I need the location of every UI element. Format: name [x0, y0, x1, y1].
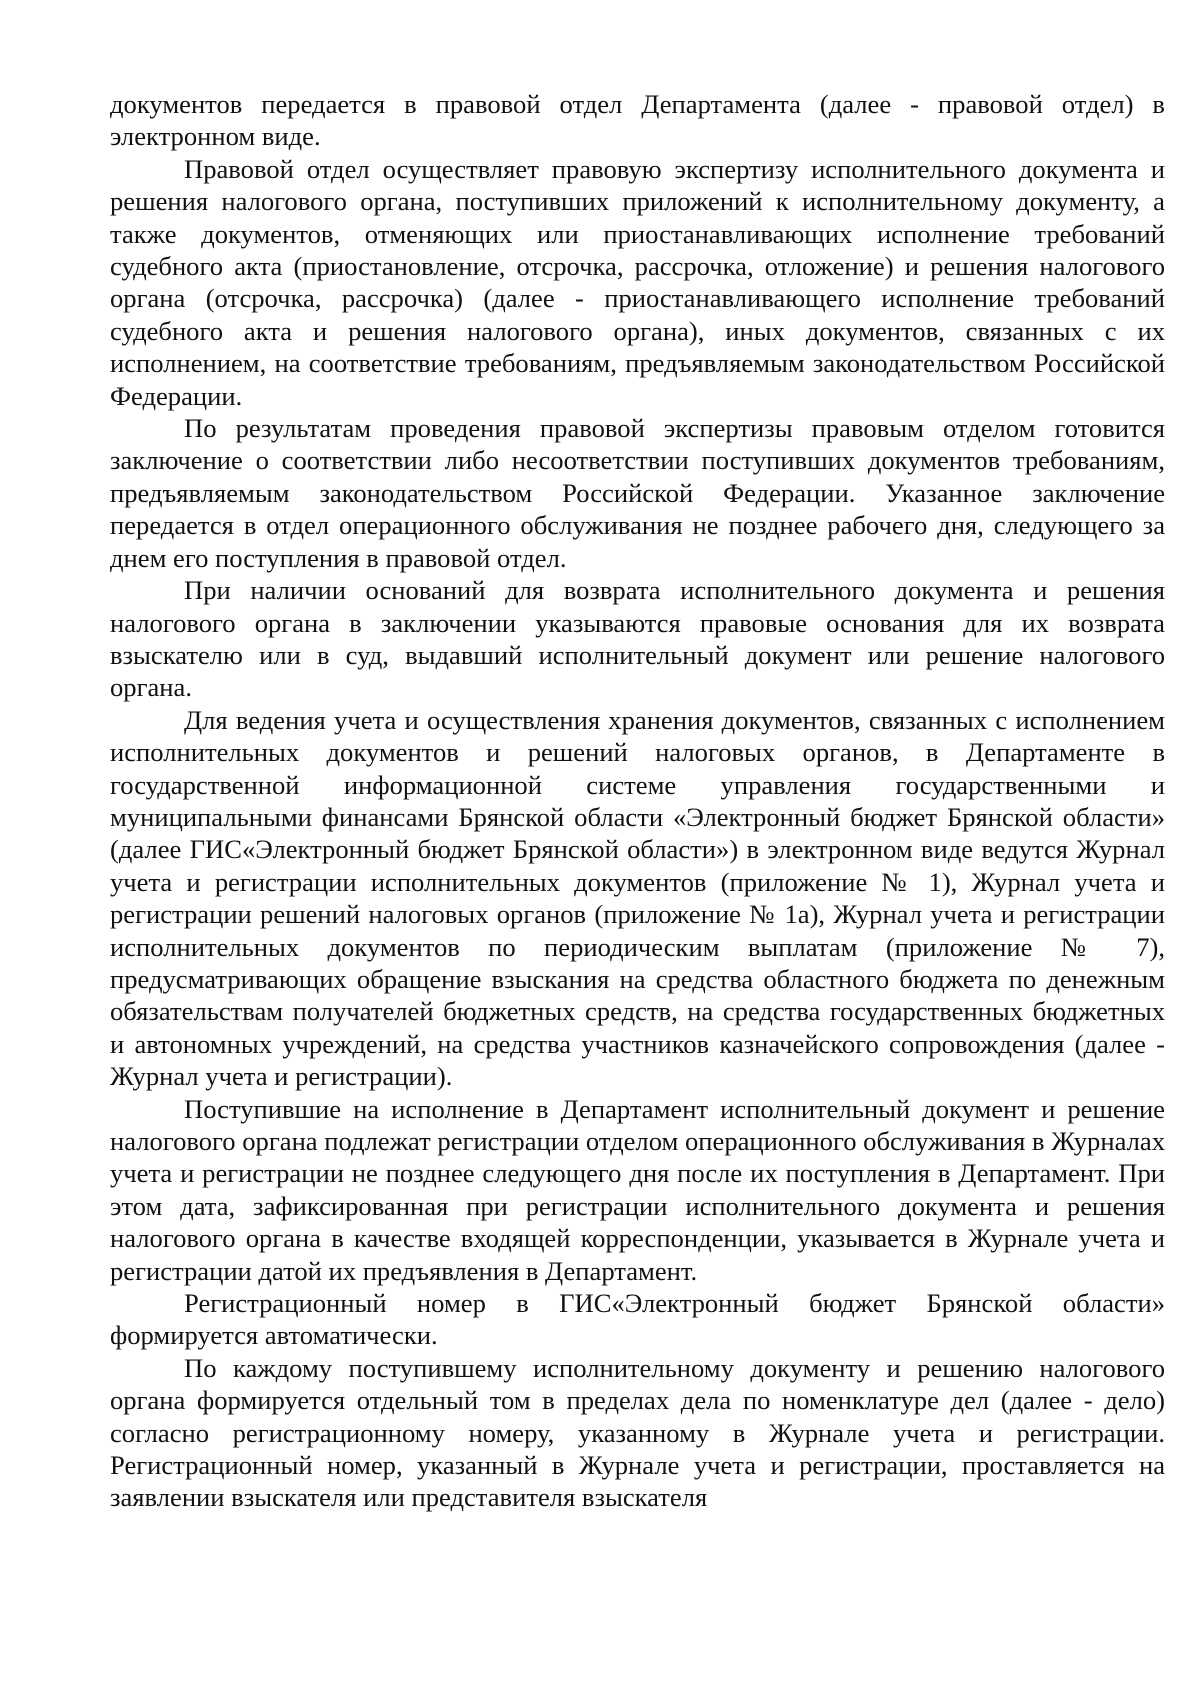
paragraph: По результатам проведения правовой экспертизы правовым отделом готовится заключение о соответствии либо несоответствии поступивших документов требованиям, предъявляемым законодательством Российской Федерации. Указанное заключение передается в отдел операционного обслуживания не позднее рабочего дня, следующего за днем его поступления в правовой отдел. [110, 413, 1165, 573]
paragraph: Для ведения учета и осуществления хранения документов, связанных с исполнением исполнительных документов и решений налоговых органов, в Департаменте в государственной информационной системе управления государственными и муниципальными финансами Брянской области «Электронный бюджет Брянской области» (далее ГИС«Электронный бюджет Брянской области») в электронном виде ведутся Журнал учета и регистрации исполнительных документов (приложение № 1), Журнал учета и регистрации решений налоговых органов (приложение № 1а), Журнал учета и регистрации исполнительных документов по периодическим выплатам (приложение № 7), предусматривающих обращение взыскания на средства областного бюджета по денежным обязательствам получателей бюджетных средств, на средства государственных бюджетных и автономных учреждений, на средства участников казначейского сопровождения (далее - Журнал учета и регистрации). [110, 704, 1165, 1092]
paragraph: По каждому поступившему исполнительному документу и решению налогового органа формируется отдельный том в пределах дела по номенклатуре дел (далее - дело) согласно регистрационному номеру, указанному в Журнале учета и регистрации. Регистрационный номер, указанный в Журнале учета и регистрации, проставляется на заявлении взыскателя или представителя взыскателя [110, 1352, 1165, 1513]
paragraph: При наличии оснований для возврата исполнительного документа и решения налогового органа в заключении указываются правовые основания для их возврата взыскателю или в суд, выдавший исполнительный документ или решение налогового органа. [110, 575, 1165, 703]
paragraph: Поступившие на исполнение в Департамент исполнительный документ и решение налогового органа подлежат регистрации отделом операционного обслуживания в Журналах учета и регистрации не позднее следующего дня после их поступления в Департамент. При этом дата, зафиксированная при регистрации исполнительного документа и решения налогового органа в качестве входящей корреспонденции, указывается в Журнале учета и регистрации датой их предъявления в Департамент. [110, 1093, 1165, 1286]
paragraph: документов передается в правовой отдел Департамента (далее - правовой отдел) в электронном виде. [110, 89, 1165, 152]
document-body [110, 88, 1165, 1514]
paragraph: Регистрационный номер в ГИС«Электронный бюджет Брянской области» формируется автоматически. [110, 1288, 1165, 1351]
paragraph: Правовой отдел осуществляет правовую экспертизу исполнительного документа и решения налогового органа, поступивших приложений к исполнительному документу, а также документов, отменяющих или приостанавливающих исполнение требований судебного акта (приостановление, отсрочка, рассрочка, отложение) и решения налогового органа (отсрочка, рассрочка) (далее - приостанавливающего исполнение требований судебного акта и решения налогового органа), иных документов, связанных с их исполнением, на соответствие требованиям, предъявляемым законодательством Российской Федерации. [110, 153, 1165, 411]
